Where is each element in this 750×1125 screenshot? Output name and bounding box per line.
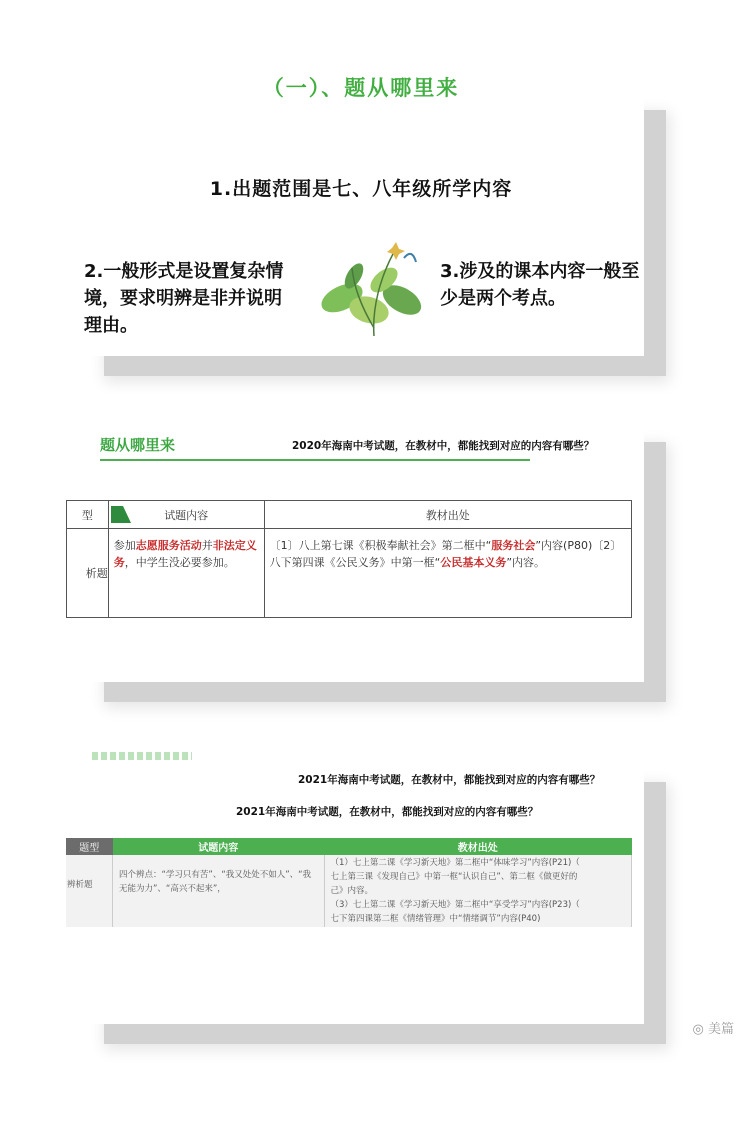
slide-2 — [78, 418, 644, 682]
exam-source-table — [66, 500, 632, 618]
source-line: 七上第三课《发现自己》中第一框“认识自己”、第二框《做更好的 — [330, 872, 578, 882]
row-source — [264, 529, 631, 618]
slide2-question: 2020年海南中考试题，在教材中，都能找到对应的内容有哪些？ — [292, 440, 595, 452]
col-content-header — [108, 501, 264, 529]
slide2-heading: 题从哪里来 — [100, 436, 176, 454]
source-text: ”内容。 — [506, 556, 546, 569]
row-source — [324, 855, 631, 927]
content-highlight: 非法定义务 — [113, 539, 257, 569]
slide-1 — [78, 76, 644, 356]
slide1-point-1: 1.出题范围是七、八年级所学内容 — [209, 178, 513, 200]
slide-3 — [67, 758, 644, 1024]
source-line: 七下第四课第二框《情绪管理》中“情绪调节”内容(P40) — [330, 914, 541, 924]
slide1-point-2: 2.一般形式是设置复杂情境，要求明辨是非并说明理由。 — [84, 261, 284, 336]
row-content — [108, 529, 264, 618]
source-highlight: 公民基本义务 — [440, 556, 507, 569]
slide3-question-2: 2021年海南中考试题，在教材中，都能找到对应的内容有哪些？ — [236, 806, 539, 818]
watermark — [693, 1018, 735, 1037]
col-source-header: 教材出处 — [264, 501, 631, 529]
content-text: 并 — [201, 539, 213, 552]
heading-underline — [100, 459, 530, 461]
slide1-title: （一）、题从哪里来 — [262, 76, 460, 100]
watermark-text: 美篇 — [707, 1022, 734, 1037]
exam-source-table-2021 — [66, 838, 632, 927]
watermark-logo-icon: ◎ — [692, 1022, 708, 1037]
col-content-header: 试题内容 — [113, 838, 325, 855]
source-text: 〔1〕八上第七课《积极奉献社会》第二框中“ — [269, 539, 492, 552]
col-type-header: 型 — [67, 501, 109, 529]
green-corner-icon — [111, 506, 131, 523]
source-text: ”内容(P80)〔2〕八下第四课《公民义务》中第一框“ — [269, 539, 622, 569]
source-line: （1）七上第二课《学习新天地》第二框中“体味学习”内容(P21)（ — [330, 858, 580, 868]
content-text: 参加 — [113, 539, 136, 552]
faded-heading — [92, 752, 192, 760]
source-line: 己》内容。 — [330, 886, 374, 896]
slide3-question-1: 2021年海南中考试题，在教材中，都能找到对应的内容有哪些？ — [298, 774, 601, 786]
row-type: 析题 — [67, 529, 109, 618]
col-content-label: 试题内容 — [164, 508, 209, 522]
col-source-header: 教材出处 — [324, 838, 631, 855]
content-highlight: 志愿服务活动 — [135, 539, 202, 552]
plant-illustration-icon — [314, 238, 434, 338]
source-line: （3）七上第二课《学习新天地》第二框中“享受学习”内容(P23)（ — [330, 900, 580, 910]
col-type-header: 题型 — [66, 838, 113, 855]
content-text: 四个辨点：“学习只有苦”、“我又处处不如人”、“我无能为力”、“高兴不起来”， — [119, 870, 312, 894]
row-content — [113, 855, 325, 927]
row-type — [66, 855, 113, 927]
row-type-label: 辨析题 — [67, 880, 93, 890]
content-text: ，中学生没必要参加。 — [124, 556, 235, 569]
slide1-point-3: 3.涉及的课本内容一般至少是两个考点。 — [440, 261, 640, 309]
source-highlight: 服务社会 — [491, 539, 536, 552]
